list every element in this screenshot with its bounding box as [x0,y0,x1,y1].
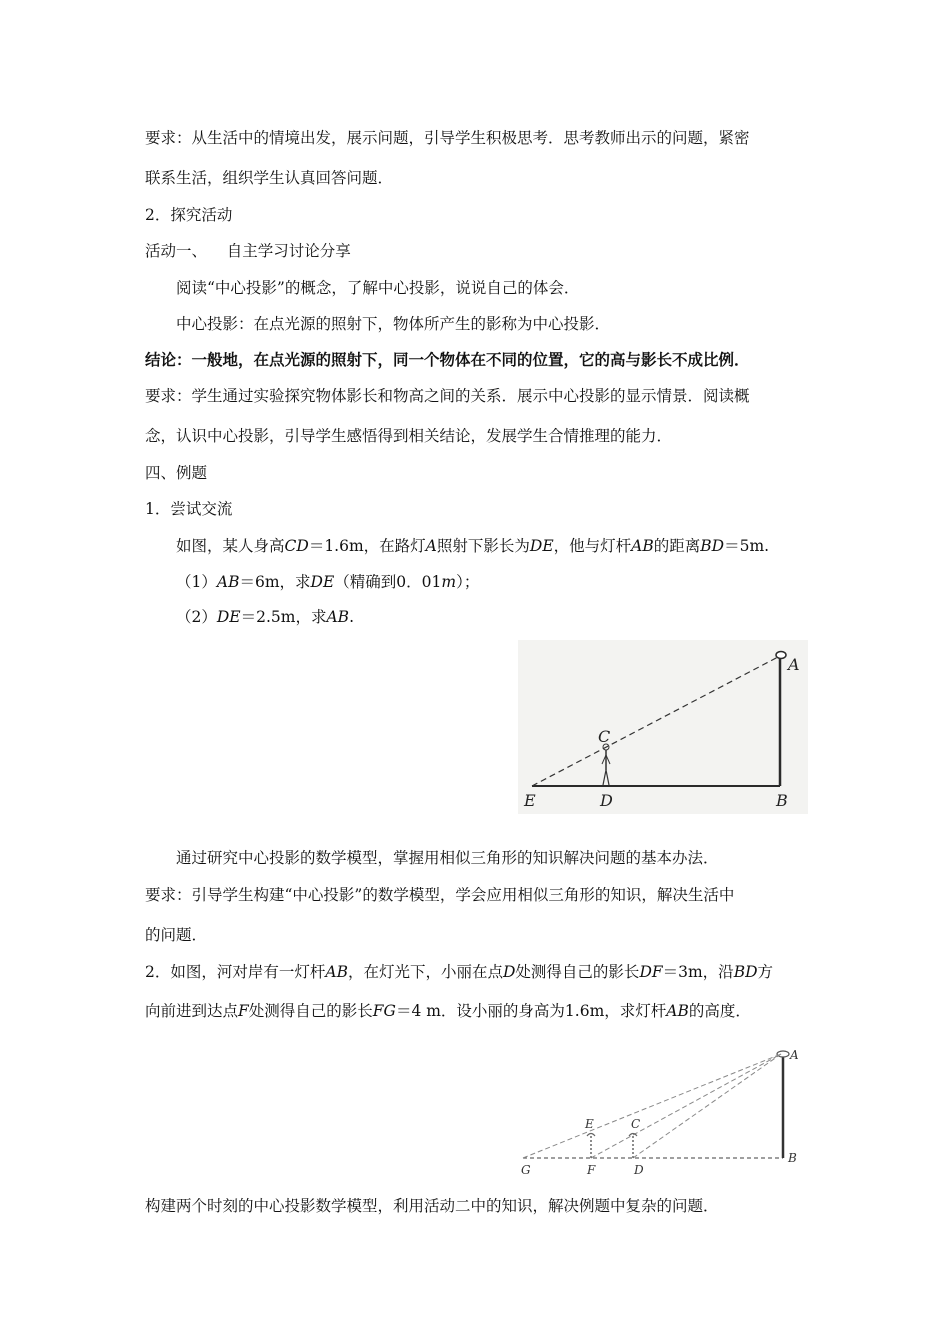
requirement-line-3: 要求：学生通过实验探究物体影长和物高之间的关系．展示中心投影的显示情景．阅读概 [145,387,750,405]
example-1-statement: 如图，某人身高CD＝1.6m，在路灯A照射下影长为DE，他与灯杆AB的距离BD＝5m. [176,537,770,555]
person-f-head-icon [587,1134,595,1137]
example-1-part-1: （1）AB＝6m，求DE（精确到0．01m）； [176,573,480,591]
central-projection-definition: 中心投影：在点光源的照射下，物体所产生的影称为中心投影． [176,315,611,333]
figure-2-label-d: D [634,1163,644,1177]
subheading-try-exchange: 1．尝试交流 [145,500,233,518]
example-2-line-2: 向前进到达点F处测得自己的影长FG＝4 m．设小丽的身高为1.6m，求灯杆AB的高度． [145,1002,751,1020]
light-ray-f [591,1054,781,1158]
light-ray-d [633,1054,781,1158]
figure-1-background [518,640,808,814]
requirement-line-2: 联系生活，组织学生认真回答问题． [145,169,394,187]
requirement-line-1: 要求：从生活中的情境出发，展示问题，引导学生积极思考．思考教师出示的问题，紧密 [145,129,750,147]
figure-1-streetlight-diagram [518,640,808,814]
figure-2-label-g: G [521,1163,531,1177]
section-heading-explore: 2．探究活动 [145,206,233,224]
figure-1-label-c: C [598,727,611,746]
figure-1-label-d: D [600,791,613,810]
figure-2-label-c: C [631,1117,641,1131]
figure-2-label-a: A [790,1048,799,1062]
figure-2-label-b: B [788,1151,797,1165]
figure-1-label-e: E [524,791,536,810]
requirement-line-6: 的问题． [145,926,208,944]
example-1-part-2: （2）DE＝2.5m，求AB. [176,608,355,626]
reading-instruction: 阅读“中心投影”的概念，了解中心投影，说说自己的体会． [176,279,580,297]
light-ray-g [523,1054,781,1158]
lamp-icon [776,652,786,659]
figure-2-label-e: E [585,1117,594,1131]
requirement-line-4: 念，认识中心投影，引导学生感悟得到相关结论，发展学生合情推理的能力． [145,427,673,445]
example-2-line-1: 2．如图，河对岸有一灯杆AB，在灯光下，小丽在点D处测得自己的影长DF＝3m，沿BD方 [145,963,774,981]
model-construction-note: 构建两个时刻的中心投影数学模型，利用活动二中的知识，解决例题中复杂的问题． [145,1197,719,1215]
section-heading-examples: 四、例题 [145,464,208,482]
figure-1-label-a: A [788,655,800,674]
model-summary: 通过研究中心投影的数学模型，掌握用相似三角形的知识解决问题的基本办法． [176,849,719,867]
activity-one-heading: 活动一、 自主学习讨论分享 [145,242,351,260]
figure-2-label-f: F [587,1163,596,1177]
requirement-line-5: 要求：引导学生构建“中心投影”的数学模型，学会应用相似三角形的知识，解决生活中 [145,886,735,904]
figure-2-lamp-diagram [515,1042,815,1177]
conclusion-line: 结论：一般地，在点光源的照射下，同一个物体在不同的位置，它的高与影长不成比例． [145,350,750,369]
figure-1-label-b: B [776,791,788,810]
